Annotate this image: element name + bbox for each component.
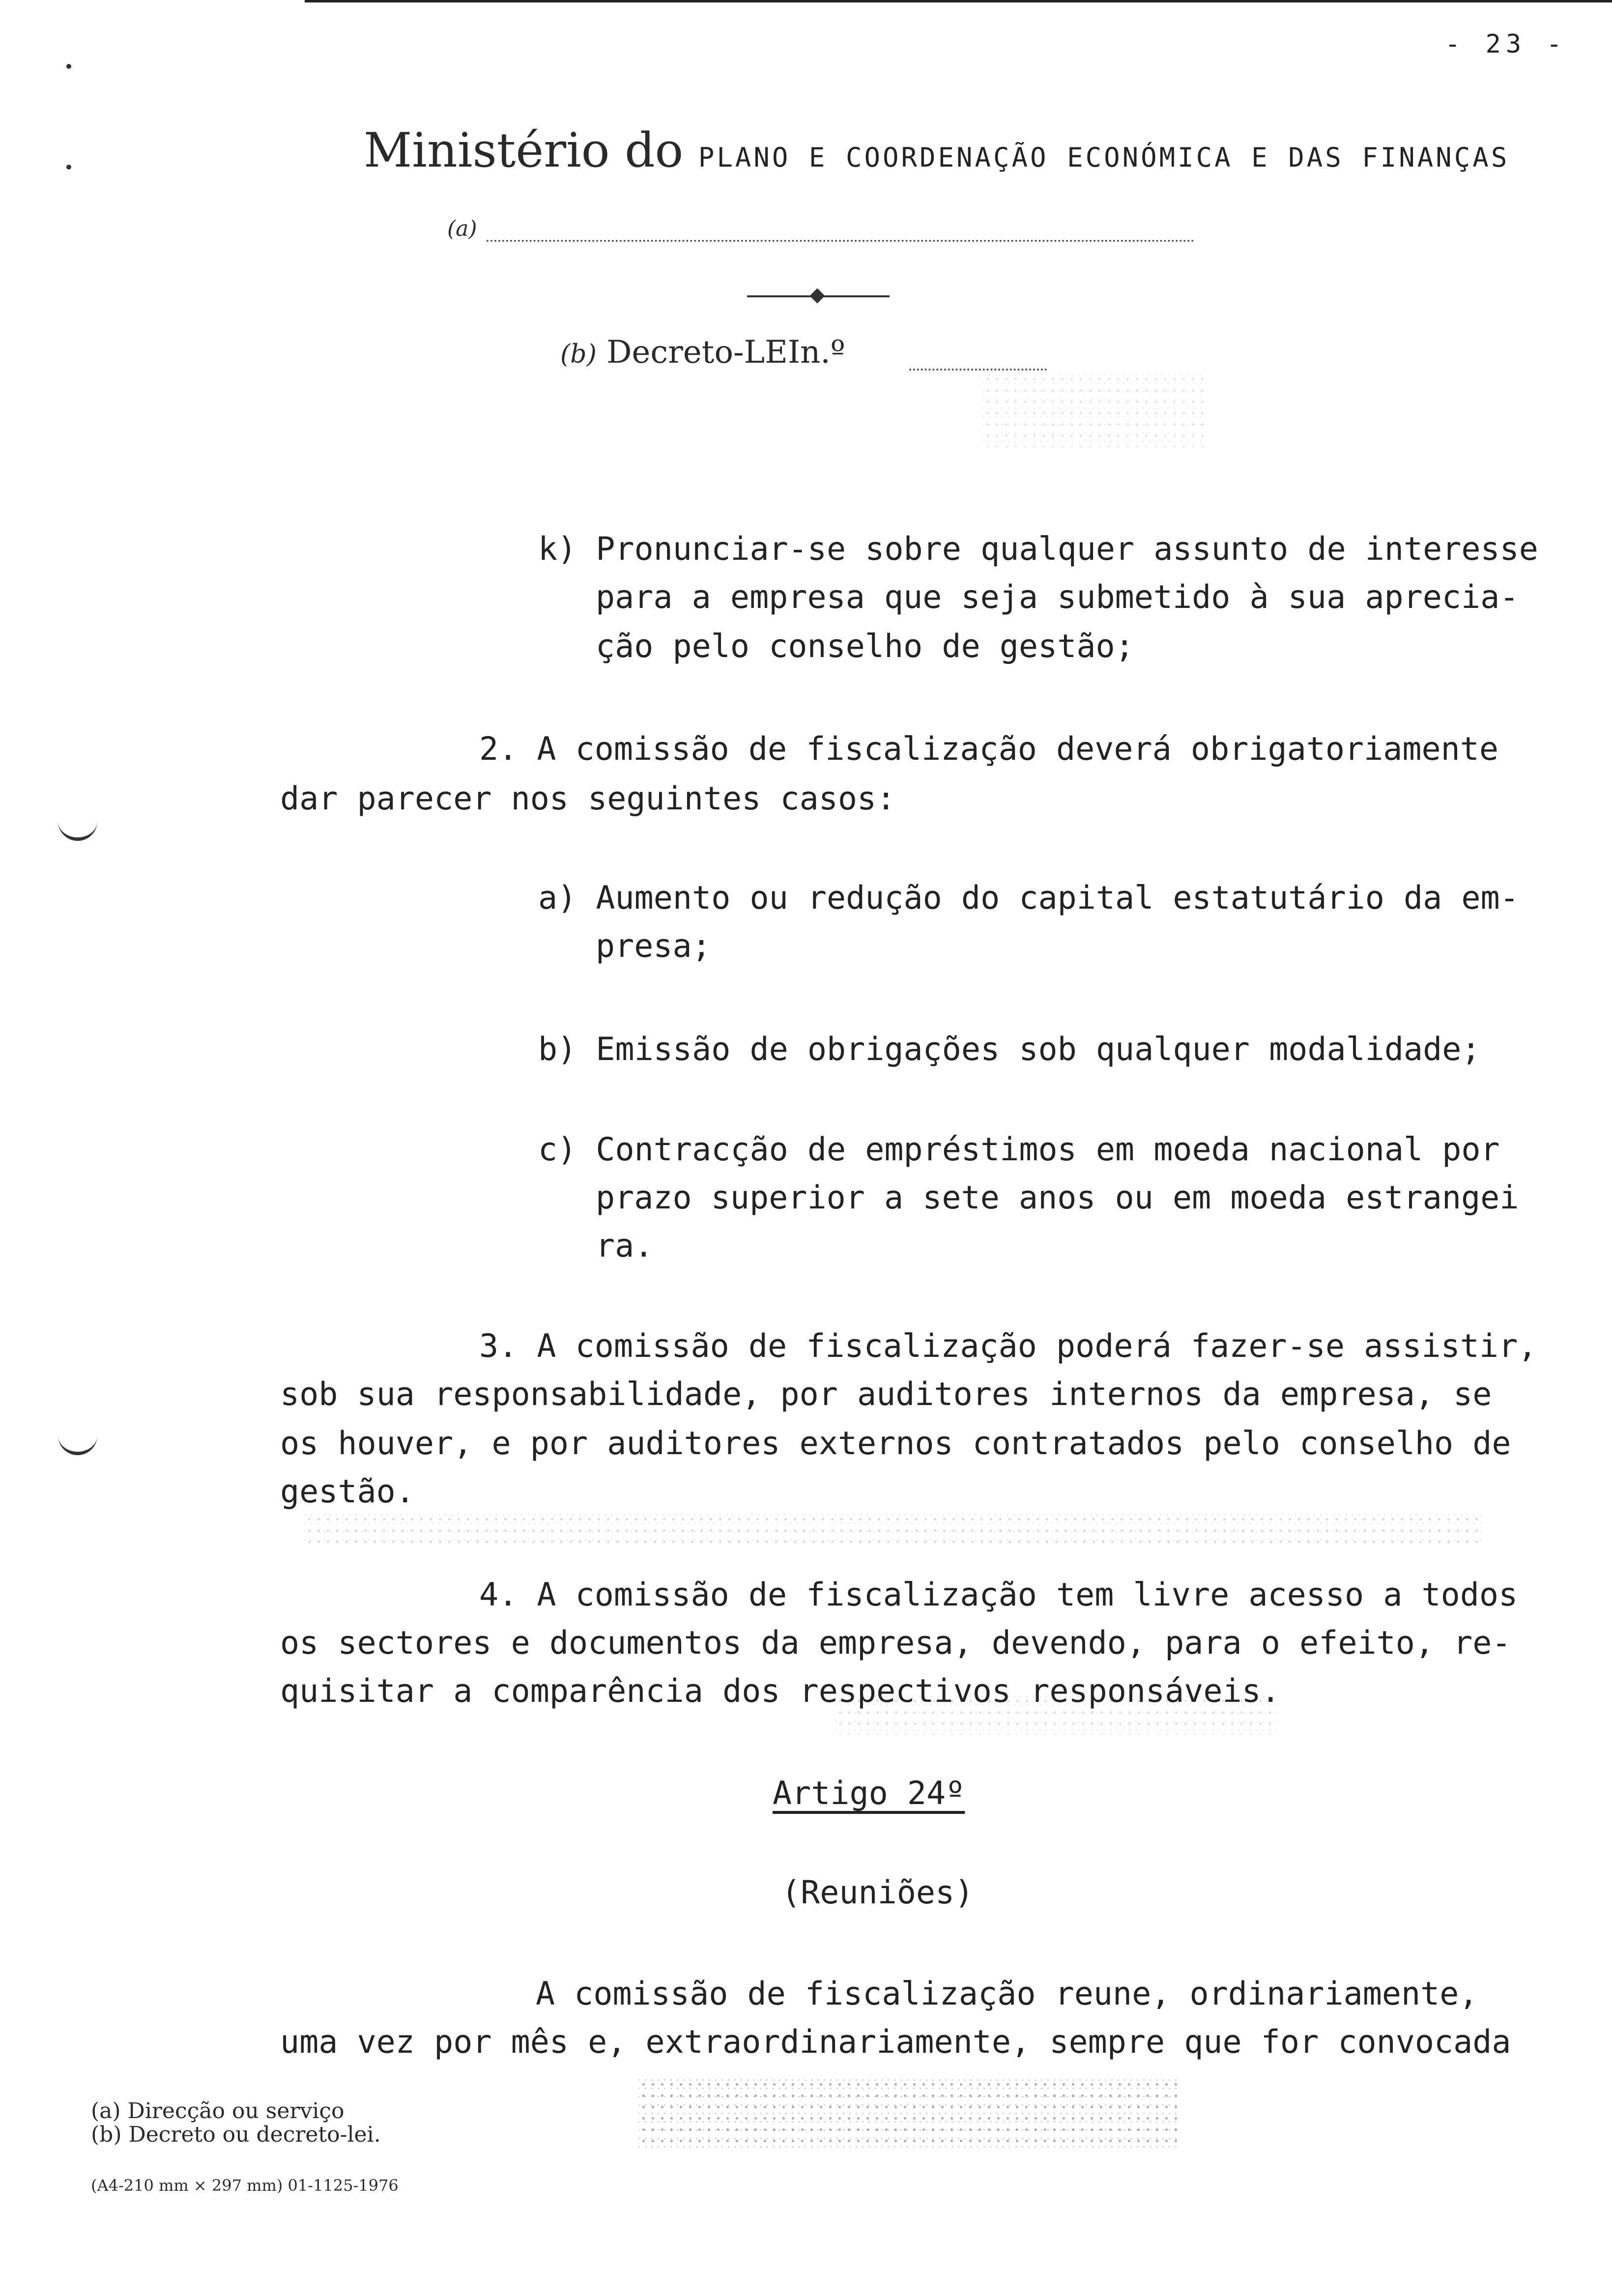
footnote-a: (a) Direcção ou serviço bbox=[91, 2098, 345, 2124]
para-2-line-2: dar parecer nos seguintes casos: bbox=[280, 780, 896, 817]
article-heading: Artigo 24º bbox=[773, 1775, 965, 1812]
item-c-line-2: prazo superior a sete anos ou em moeda estrangei bbox=[596, 1179, 1519, 1216]
scan-noise bbox=[305, 1514, 1484, 1543]
item-k-line-1: k) Pronunciar-se sobre qualquer assunto de interesse bbox=[538, 531, 1538, 568]
para-2-line-1: 2. A comissão de fiscalização deverá obrigatoriamente bbox=[479, 731, 1499, 768]
binding-hole-mark bbox=[58, 1430, 97, 1455]
scan-noise bbox=[639, 2079, 1180, 2148]
ministry-label: Ministério do bbox=[364, 123, 684, 178]
field-a-dotted-line bbox=[487, 240, 1194, 242]
item-a-line-1: a) Aumento ou redução do capital estatutário da em- bbox=[538, 880, 1519, 917]
para-4-line-3: quisitar a comparência dos respectivos responsáveis. bbox=[280, 1673, 1280, 1710]
footnote-b: (b) Decreto ou decreto-lei. bbox=[91, 2122, 381, 2147]
decree-line bbox=[560, 334, 845, 371]
page-number: - 23 - bbox=[1445, 29, 1567, 59]
diamond-ornament-icon bbox=[809, 288, 825, 303]
scan-noise bbox=[983, 373, 1204, 447]
ministry-heading bbox=[364, 123, 1509, 178]
article-subheading: (Reuniões) bbox=[781, 1874, 974, 1911]
ministry-name: PLANO E COORDENAÇÃO ECONÓMICA E DAS FINANÇAS bbox=[698, 142, 1510, 173]
para-4-line-2: os sectores e documentos da empresa, devendo, para o efeito, re- bbox=[280, 1625, 1511, 1662]
item-c-line-3: ra. bbox=[596, 1228, 654, 1264]
article-line-1: A comissão de fiscalização reune, ordinariamente, bbox=[536, 1976, 1478, 2012]
para-3-line-4: gestão. bbox=[280, 1473, 415, 1510]
para-3-line-2: sob sua responsabilidade, por auditores internos da empresa, se bbox=[280, 1376, 1492, 1413]
field-b-label: (b) bbox=[560, 340, 597, 369]
article-line-2: uma vez por mês e, extraordinariamente, sempre que for convocada bbox=[280, 2024, 1511, 2061]
field-a-label: (a) bbox=[447, 216, 477, 241]
binding-hole-mark bbox=[58, 816, 97, 841]
para-3-line-3: os houver, e por auditores externos contratados pelo conselho de bbox=[280, 1425, 1511, 1462]
scan-speck bbox=[66, 64, 71, 69]
scan-noise bbox=[835, 1695, 1278, 1735]
para-3-line-1: 3. A comissão de fiscalização poderá fazer-se assistir, bbox=[479, 1328, 1537, 1365]
form-code: (A4-210 mm × 297 mm) 01-1125-1976 bbox=[91, 2176, 399, 2195]
top-border-line bbox=[305, 0, 1612, 2]
item-c-line-1: c) Contracção de empréstimos em moeda nacional por bbox=[538, 1131, 1500, 1168]
item-k-line-3: ção pelo conselho de gestão; bbox=[596, 628, 1134, 665]
item-b-line-1: b) Emissão de obrigações sob qualquer modalidade; bbox=[538, 1031, 1481, 1068]
para-4-line-1: 4. A comissão de fiscalização tem livre acesso a todos bbox=[479, 1577, 1518, 1613]
item-k-line-2: para a empresa que seja submetido à sua aprecia- bbox=[596, 579, 1519, 616]
decree-number-dotted-line bbox=[909, 369, 1047, 371]
decree-title: Decreto-LEIn.º bbox=[606, 334, 845, 371]
scan-speck bbox=[66, 165, 71, 170]
item-a-line-2: presa; bbox=[596, 928, 711, 965]
